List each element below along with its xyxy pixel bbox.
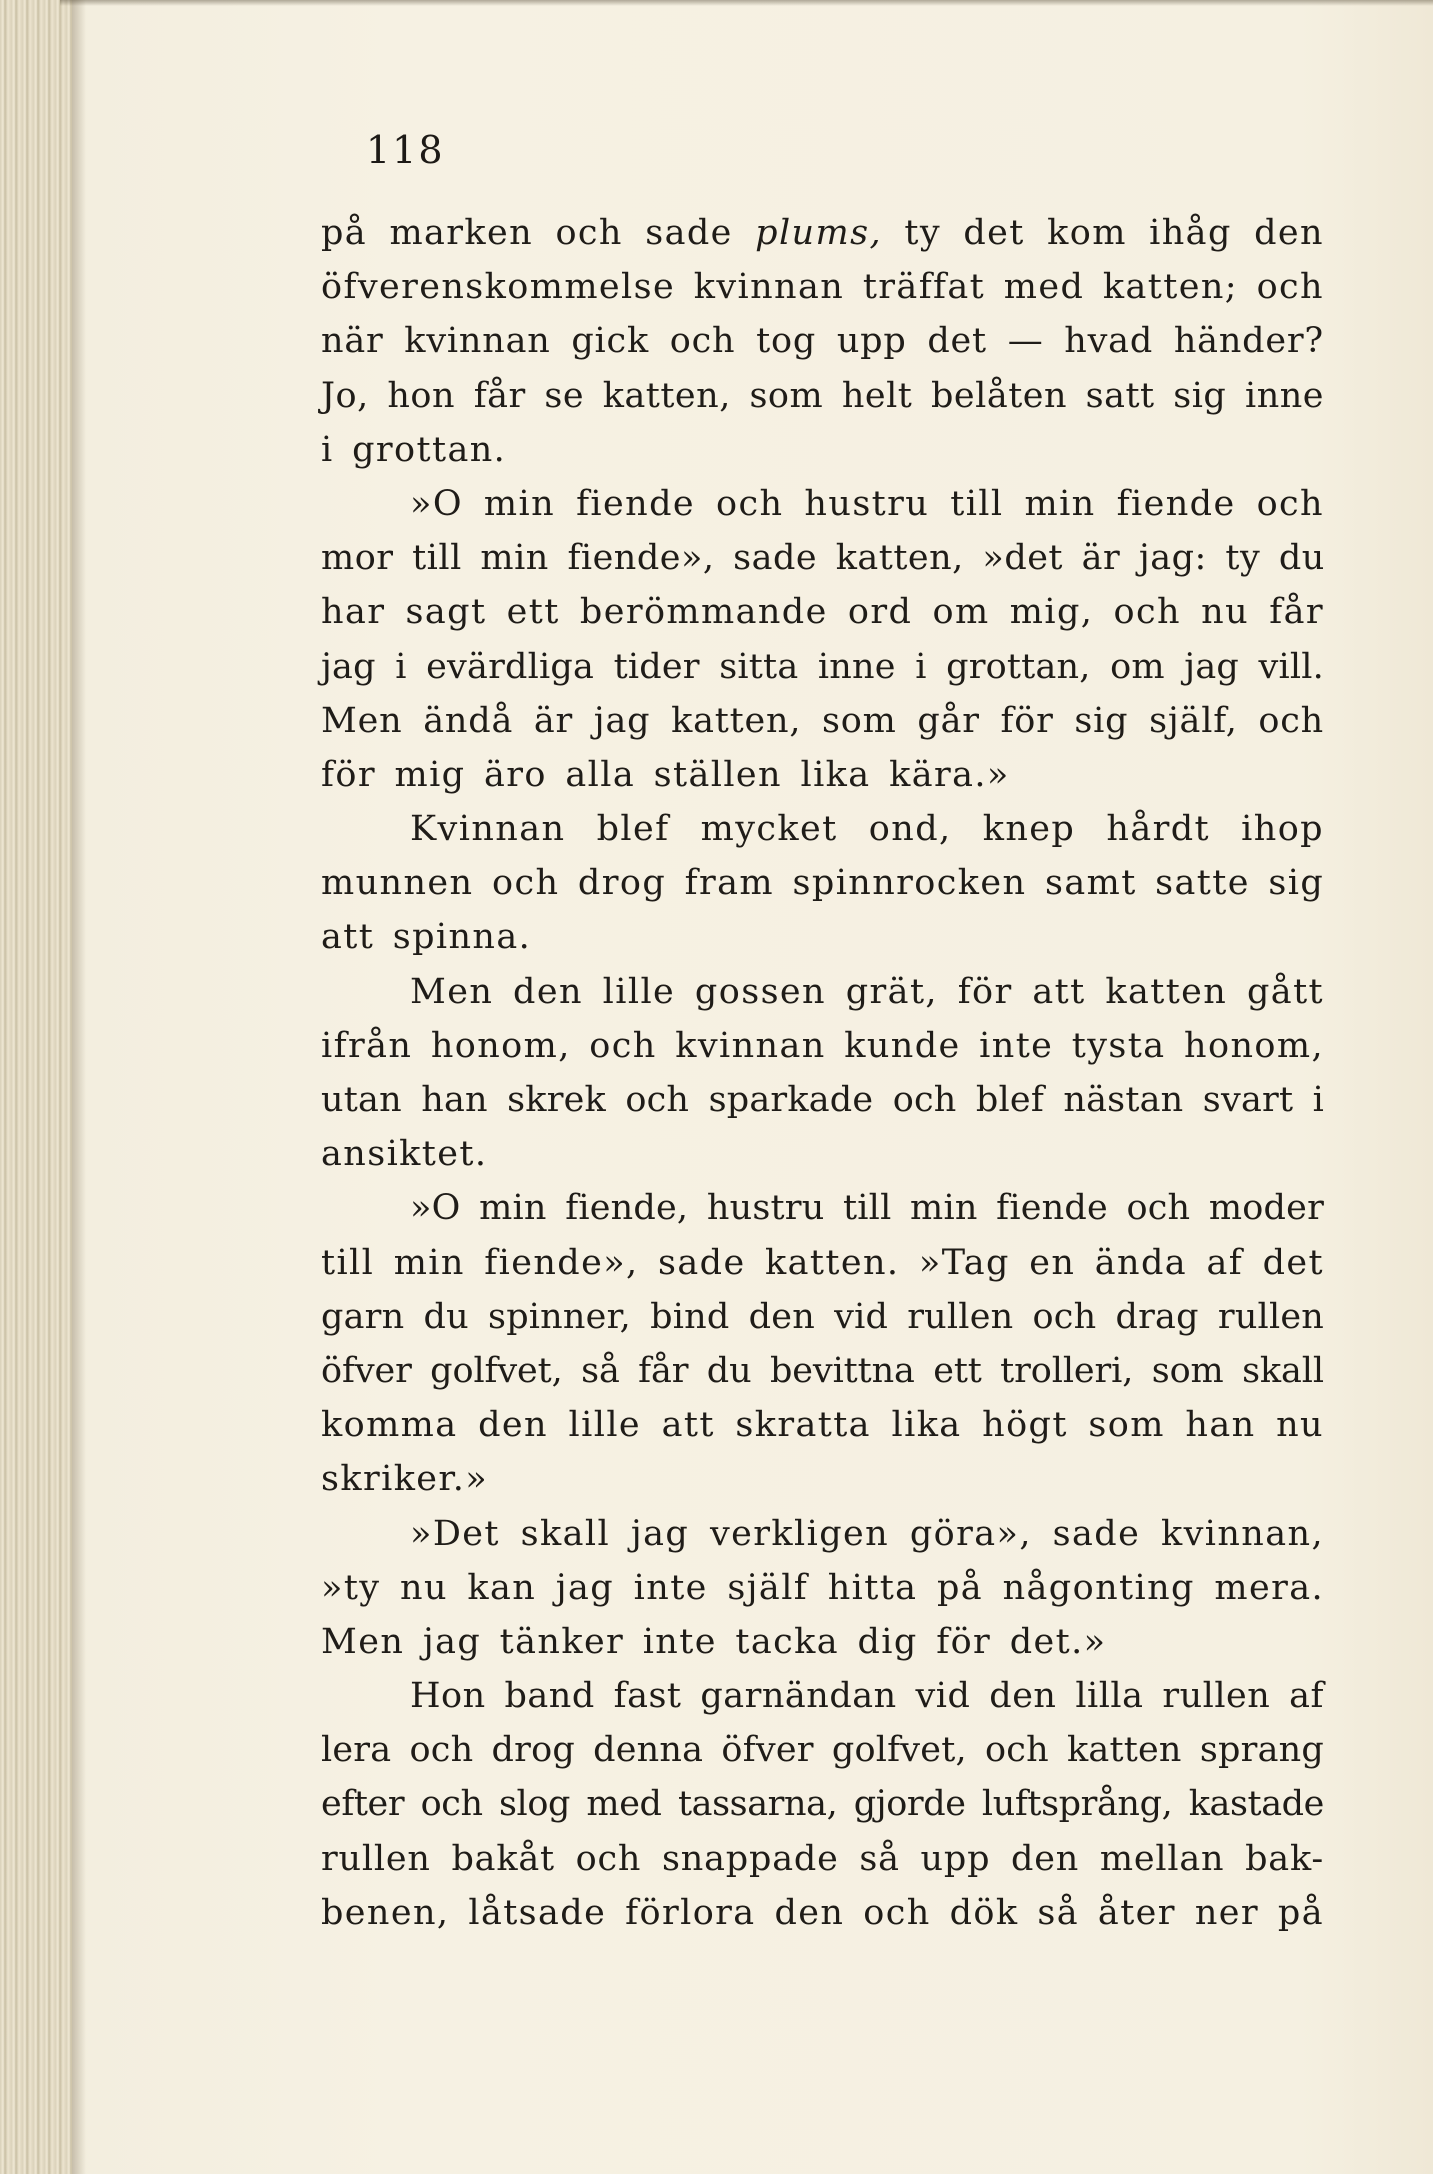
text-line: »ty nu kan jag inte själf hitta på någonting mera. [321,1567,1324,1608]
text-line: Men jag tänker inte tacka dig för det.» [321,1621,1107,1662]
text-line: munnen och drog fram spinnrocken samt satte sig [321,863,1325,904]
text-line: benen, låtsade förlora den och dök så åter ner på [321,1892,1324,1933]
text-line: efter och slog med tassarna, gjorde luftsprång, kastade [321,1784,1324,1825]
text-line: när kvinnan gick och tog upp det — hvad händer? [321,321,1324,362]
text-line: garn du spinner, bind den vid rullen och drag rullen [321,1296,1324,1337]
text-line: till min fiende», sade katten. »Tag en ända af det [321,1242,1324,1283]
text-line-segment: på marken och sade [321,213,756,253]
text-line: Jo, hon får se katten, som helt belåten satt sig inne [321,375,1324,416]
text-line: ansiktet. [321,1134,488,1175]
text-line [321,206,1324,260]
italic-word: plums, [755,213,882,253]
text-line: »O min fiende och hustru till min fiende och [410,483,1324,524]
text-line: Men den lille gossen grät, för att katten gått [410,971,1324,1012]
text-line: att spinna. [321,917,532,958]
gutter-shadow [72,0,86,2174]
text-line: »Det skall jag verkligen göra», sade kvinnan, [410,1513,1324,1554]
text-line: jag i evärdliga tider sitta inne i grottan, om jag vill. [321,646,1324,687]
text-line: utan han skrek och sparkade och blef nästan svart i [321,1080,1324,1120]
body-text [321,206,1324,1940]
text-line: i grottan. [321,429,507,470]
book-binding-edge [0,0,72,2174]
text-line: rullen bakåt och snappade så upp den mellan bak- [321,1838,1324,1879]
text-line: för mig äro alla ställen lika kära.» [321,754,1010,795]
text-line: öfverenskommelse kvinnan träffat med katten; och [321,267,1324,308]
text-line: »O min fiende, hustru till min fiende och moder [410,1188,1324,1229]
text-line: mor till min fiende», sade katten, »det är jag: ty du [321,538,1325,579]
text-line: komma den lille att skratta lika högt som han nu [321,1405,1324,1446]
page-top-edge [60,0,1433,6]
text-line: skriker.» [321,1459,489,1500]
text-line: Men ändå är jag katten, som går för sig själf, och [321,700,1324,741]
page-number: 118 [366,128,445,172]
text-line: Kvinnan blef mycket ond, knep hårdt ihop [410,809,1324,850]
text-line: öfver golfvet, så får du bevittna ett trolleri, som skall [321,1350,1324,1391]
text-line: har sagt ett berömmande ord om mig, och nu får [321,592,1324,633]
text-line: Hon band fast garnändan vid den lilla rullen af [410,1676,1324,1717]
text-line: ifrån honom, och kvinnan kunde inte tysta honom, [321,1025,1324,1066]
text-line-segment: ty det kom ihåg den [881,213,1324,253]
text-line: lera och drog denna öfver golfvet, och katten sprang [321,1730,1324,1771]
